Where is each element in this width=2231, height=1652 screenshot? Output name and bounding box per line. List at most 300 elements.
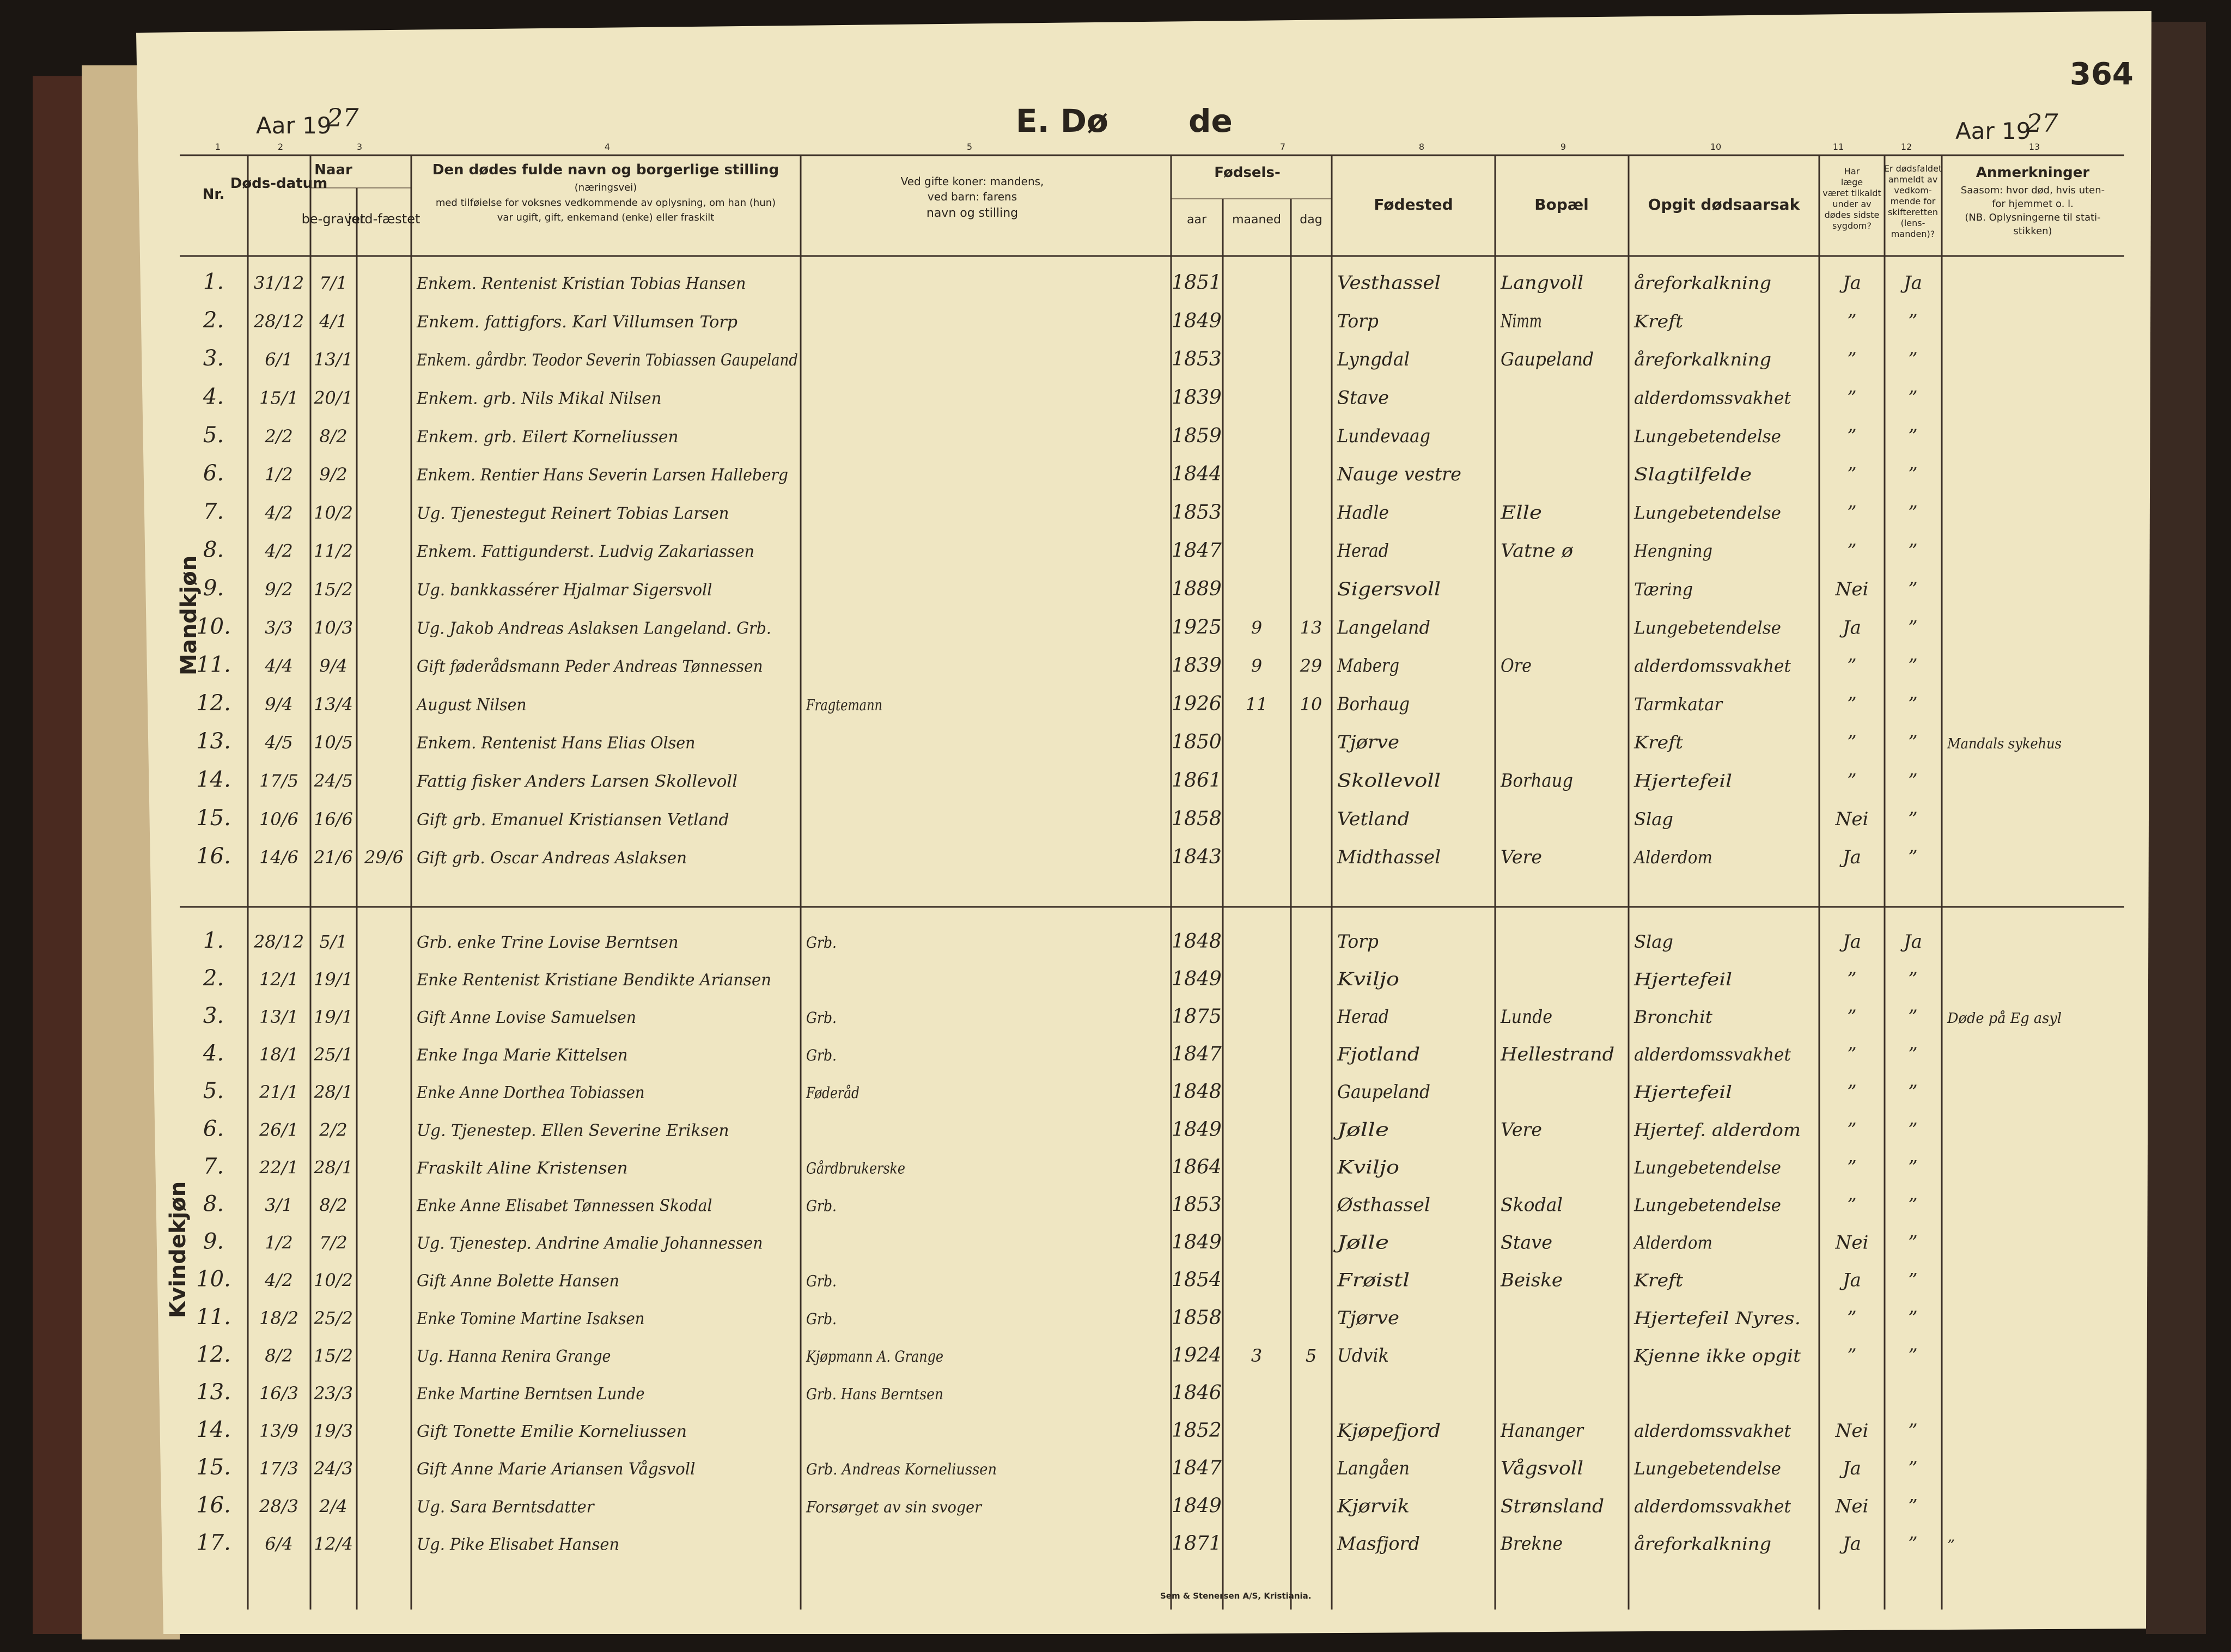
entry-doctor-called: Nei	[1835, 1232, 1869, 1254]
entry-birthplace: Tjørve	[1337, 1307, 1399, 1329]
entry-doctor-called: ”	[1847, 968, 1857, 990]
entry-birthplace: Langåen	[1337, 1458, 1410, 1480]
entry-doctor-called: Nei	[1835, 808, 1869, 830]
header-skifte-3: vedkom-	[1894, 185, 1932, 196]
entry-name: Ug. Jakob Andreas Aslaksen Langeland. Grb.	[417, 619, 771, 638]
entry-spouse-parent: Grb.	[806, 1008, 837, 1027]
entry-burial-date: 25/1	[314, 1044, 353, 1065]
entry-cause-of-death: Kreft	[1633, 1270, 1684, 1291]
entry-name: Ug. Hanna Renira Grange	[417, 1346, 611, 1366]
entry-spouse-parent: Kjøpmann A. Grange	[806, 1347, 943, 1366]
entry-residence: Nimm	[1500, 310, 1542, 332]
entry-death-date: 17/3	[259, 1458, 298, 1479]
entry-burial-date: 10/2	[314, 502, 353, 523]
entry-name: Ug. Pike Elisabet Hansen	[417, 1535, 619, 1555]
entry-number: 8.	[203, 1191, 224, 1217]
entry-number: 8.	[203, 537, 224, 563]
entry-number: 5.	[203, 1078, 224, 1104]
entry-death-date: 12/1	[259, 968, 298, 990]
entry-spouse-parent: Forsørget av sin svoger	[806, 1498, 983, 1516]
column-number: 10	[1710, 142, 1722, 152]
entry-name: Enkem. Rentier Hans Severin Larsen Halleberg	[416, 466, 788, 485]
entry-probate-notified: ”	[1908, 387, 1918, 409]
header-name-sub3: var ugift, gift, enkemand (enke) eller fraskilt	[497, 212, 715, 223]
column-number: 9	[1560, 142, 1566, 152]
entry-spouse-parent: Grb.	[806, 1046, 837, 1065]
entry-name: Gift Anne Lovise Samuelsen	[417, 1008, 636, 1027]
book-cover-right	[2146, 22, 2206, 1634]
entry-probate-notified: ”	[1908, 1156, 1918, 1179]
entry-birthplace: Jølle	[1333, 1232, 1389, 1254]
entry-death-date: 17/5	[259, 770, 298, 791]
entry-burial-date: 10/2	[314, 1270, 353, 1291]
entry-cause-of-death: Hjertefeil	[1633, 1082, 1732, 1103]
entry-residence: Vågsvoll	[1501, 1458, 1583, 1480]
entry-cause-of-death: Slag	[1634, 808, 1673, 830]
entry-death-date: 14/6	[259, 847, 298, 868]
entry-birth-year: 1858	[1172, 807, 1222, 830]
entry-doctor-called: Ja	[1843, 1533, 1861, 1555]
entry-number: 14.	[196, 1417, 231, 1443]
entry-birth-month: 3	[1251, 1345, 1263, 1366]
year-left-prefix: Aar 19	[256, 112, 332, 139]
header-skifte-2: anmeldt av	[1888, 174, 1938, 185]
entry-birthplace: Fjotland	[1336, 1044, 1420, 1066]
entry-doctor-called: ”	[1847, 655, 1857, 677]
entry-burial-date: 12/4	[314, 1533, 353, 1555]
entry-probate-notified: ”	[1908, 1005, 1918, 1028]
entry-birth-year: 1871	[1172, 1532, 1222, 1555]
entry-death-date: 4/2	[265, 540, 293, 562]
entry-remarks: ”	[1947, 1537, 1955, 1554]
entry-number: 6.	[203, 461, 224, 486]
entry-spouse-parent: Grb.	[806, 1309, 837, 1328]
entry-probate-notified: ”	[1908, 578, 1918, 601]
entry-birth-year: 1849	[1172, 309, 1222, 332]
header-name-sub1: (næringsvei)	[574, 182, 637, 193]
entry-probate-notified: ”	[1908, 1194, 1918, 1216]
entry-residence: Vatne ø	[1501, 540, 1574, 562]
entry-cause-of-death: Tarmkatar	[1634, 693, 1723, 715]
entry-cause-of-death: Lungebetendelse	[1633, 1157, 1781, 1178]
entry-burial-date: 2/4	[319, 1496, 348, 1517]
entry-burial-date: 15/2	[314, 1345, 353, 1366]
header-dodsaarsak: Opgit dødsaarsak	[1648, 196, 1800, 214]
entry-probate-notified: ”	[1908, 1119, 1918, 1141]
entry-birthplace: Herad	[1337, 1005, 1389, 1028]
entry-burial-date: 24/5	[314, 770, 353, 791]
entry-death-date: 8/2	[265, 1345, 293, 1366]
column-number: 7	[1279, 142, 1286, 152]
entry-death-date: 2/2	[265, 425, 293, 447]
header-aar: aar	[1186, 213, 1207, 227]
entry-birth-year: 1847	[1172, 539, 1222, 562]
entry-burial-date: 21/6	[314, 847, 353, 868]
entry-burial-date: 2/2	[319, 1119, 348, 1141]
entry-death-date: 28/12	[253, 931, 304, 952]
column-number: 1	[215, 142, 221, 152]
entry-death-date: 4/4	[265, 655, 293, 676]
column-number: 12	[1900, 142, 1912, 152]
entry-residence: Strønsland	[1501, 1495, 1604, 1517]
entry-birth-year: 1849	[1172, 1495, 1222, 1517]
entry-birth-year: 1843	[1172, 846, 1222, 869]
entry-doctor-called: ”	[1847, 1156, 1857, 1179]
entry-birthplace: Kviljo	[1336, 968, 1399, 990]
column-number: 8	[1418, 142, 1425, 152]
entry-doctor-called: ”	[1847, 731, 1857, 754]
entry-residence: Elle	[1499, 502, 1542, 524]
entry-number: 3.	[203, 346, 224, 371]
entry-birth-year: 1850	[1172, 731, 1222, 754]
entry-birth-year: 1851	[1172, 271, 1222, 294]
entry-birth-year: 1839	[1172, 386, 1222, 409]
header-skifte-6: (lens-	[1900, 218, 1925, 228]
entry-birth-year: 1858	[1172, 1306, 1222, 1329]
entry-name: Grb. enke Trine Lovise Berntsen	[417, 932, 679, 952]
entry-name: August Nilsen	[415, 695, 527, 715]
column-number: 4	[604, 142, 611, 152]
entry-name: Enkem. Rentenist Hans Elias Olsen	[416, 734, 696, 753]
entry-number: 12.	[196, 1342, 231, 1367]
entry-burial-date: 13/4	[314, 693, 353, 715]
entry-birth-year: 1859	[1172, 424, 1222, 447]
entry-birthplace: Vesthassel	[1337, 272, 1441, 294]
entry-name: Enkem. fattigfors. Karl Villumsen Torp	[416, 312, 737, 332]
entry-burial-date: 15/2	[314, 579, 353, 600]
entry-name: Fraskilt Aline Kristensen	[416, 1159, 628, 1178]
entry-birth-year: 1849	[1172, 967, 1222, 990]
entry-doctor-called: Ja	[1843, 272, 1861, 294]
entry-number: 1.	[203, 269, 224, 295]
entry-cause-of-death: alderdomssvakhet	[1634, 387, 1791, 409]
entry-birthplace: Jølle	[1333, 1119, 1389, 1141]
entry-residence: Langvoll	[1499, 272, 1583, 294]
entry-burial-date: 25/2	[314, 1307, 353, 1328]
entry-birthplace: Kviljo	[1336, 1156, 1399, 1179]
entry-birth-year: 1848	[1172, 1081, 1222, 1104]
entry-spouse-parent: Fragtemann	[806, 696, 882, 714]
entry-death-date: 4/2	[265, 502, 293, 523]
entry-number: 7.	[203, 1154, 224, 1179]
entry-birth-year: 1839	[1172, 654, 1222, 677]
entry-cause-of-death: alderdomssvakhet	[1634, 1496, 1791, 1517]
entry-cause-of-death: åreforkalkning	[1634, 349, 1771, 370]
entry-residence: Vere	[1501, 846, 1542, 869]
header-dag: dag	[1300, 213, 1322, 227]
header-laege-5: dødes sidste	[1824, 210, 1880, 220]
entry-number: 13.	[196, 1379, 231, 1405]
entry-probate-notified: ”	[1908, 540, 1918, 562]
entry-name: Ug. Tjenestep. Ellen Severine Eriksen	[417, 1121, 729, 1141]
entry-doctor-called: ”	[1847, 425, 1857, 447]
entry-doctor-called: ”	[1847, 1194, 1857, 1216]
entry-birthplace: Midthassel	[1336, 846, 1441, 869]
entry-name: Enke Anne Elisabet Tønnessen Skodal	[416, 1196, 712, 1216]
entry-cause-of-death: Kjenne ikke opgit	[1633, 1345, 1801, 1366]
entry-death-date: 15/1	[259, 387, 298, 409]
entry-burial-date: 19/1	[314, 968, 353, 990]
entry-burial-date: 4/1	[319, 310, 348, 332]
entry-name: Gift grb. Oscar Andreas Aslaksen	[417, 849, 687, 868]
entry-name: Enke Tomine Martine Isaksen	[416, 1309, 645, 1328]
entry-birth-year: 1924	[1172, 1344, 1222, 1367]
entry-doctor-called: ”	[1847, 1081, 1857, 1104]
entry-burial-date: 20/1	[314, 387, 353, 409]
entry-birthplace: Borhaug	[1337, 693, 1410, 715]
entry-death-date: 13/9	[259, 1421, 298, 1442]
entry-birthplace: Østhassel	[1336, 1194, 1430, 1216]
entry-probate-notified: ”	[1908, 1044, 1918, 1066]
entry-name: Enkem. grb. Nils Mikal Nilsen	[416, 389, 662, 409]
entry-probate-notified: ”	[1908, 1232, 1918, 1254]
entry-number: 7.	[203, 499, 224, 525]
entry-doctor-called: Nei	[1835, 1495, 1869, 1517]
entry-burial-date: 28/1	[314, 1157, 353, 1178]
entry-doctor-called: Ja	[1843, 846, 1861, 869]
entry-cause-of-death: Lungebetendelse	[1633, 1194, 1781, 1216]
entry-birthplace: Frøistl	[1336, 1269, 1410, 1291]
entry-probate-notified: ”	[1908, 310, 1918, 332]
entry-number: 5.	[203, 422, 224, 448]
entry-name: Gift Anne Marie Ariansen Vågsvoll	[417, 1460, 696, 1479]
entry-birth-year: 1852	[1172, 1419, 1222, 1442]
entry-burial-date: 11/2	[314, 540, 353, 562]
header-skifte-4: mende for	[1890, 196, 1936, 206]
entry-burial-date: 7/1	[319, 272, 348, 294]
entry-birthplace: Sigersvoll	[1337, 578, 1441, 601]
header-bopael: Bopæl	[1534, 196, 1589, 214]
entry-birth-year: 1846	[1172, 1381, 1222, 1404]
entry-spouse-parent: Gårdbrukerske	[806, 1159, 905, 1178]
entry-death-date: 16/3	[259, 1382, 298, 1404]
entry-cause-of-death: åreforkalkning	[1634, 272, 1771, 294]
entry-residence: Skodal	[1501, 1194, 1563, 1216]
entry-birthplace: Hadle	[1337, 502, 1389, 524]
entry-death-date: 6/1	[265, 349, 293, 370]
entry-probate-notified: ”	[1908, 1269, 1918, 1291]
entry-death-date: 21/1	[259, 1082, 298, 1103]
entry-burial-date: 10/3	[314, 617, 353, 638]
header-anm-1: Saasom: hvor død, hvis uten-	[1960, 185, 2105, 196]
entry-doctor-called: ”	[1847, 1044, 1857, 1066]
header-name-title: Den dødes fulde navn og borgerlige stilling	[432, 162, 779, 178]
entry-probate-notified: ”	[1908, 1307, 1918, 1329]
entry-birth-year: 1889	[1172, 578, 1222, 601]
year-right-prefix: Aar 19	[1955, 118, 2031, 144]
entry-birthplace: Lundevaag	[1337, 425, 1430, 447]
entry-probate-notified: ”	[1908, 731, 1918, 754]
entry-death-date: 4/5	[265, 732, 293, 753]
entry-number: 9.	[203, 1229, 224, 1254]
entry-residence: Vere	[1501, 1119, 1542, 1141]
entry-birth-year: 1925	[1172, 616, 1222, 639]
entry-burial-date: 16/6	[314, 808, 353, 830]
column-number: 3	[356, 142, 363, 152]
entry-birth-year: 1853	[1172, 1193, 1222, 1216]
entry-probate-notified: ”	[1908, 1458, 1918, 1480]
entry-residence: Borhaug	[1500, 770, 1573, 792]
entry-birthplace: Nauge vestre	[1337, 464, 1461, 486]
entry-number: 12.	[196, 690, 231, 716]
section-female-label: Kvindekjøn	[166, 1181, 191, 1318]
entry-cause-of-death: Lungebetendelse	[1633, 502, 1781, 523]
entry-probate-notified: ”	[1908, 1344, 1918, 1367]
entry-number: 14.	[196, 767, 231, 793]
entry-name: Ug. Tjenestep. Andrine Amalie Johannessen	[417, 1234, 763, 1253]
entry-death-date: 28/3	[259, 1496, 298, 1517]
entry-cause-of-death: alderdomssvakhet	[1634, 655, 1791, 676]
entry-number: 17.	[196, 1530, 231, 1556]
page-number: 364	[2070, 57, 2134, 92]
entry-birth-month: 9	[1251, 655, 1263, 676]
entry-doctor-called: Ja	[1843, 1269, 1861, 1291]
entry-death-date: 6/4	[265, 1533, 293, 1555]
entry-cause-of-death: Hengning	[1633, 540, 1712, 562]
entry-spouse-parent: Grb.	[806, 1272, 837, 1290]
entry-probate-notified: ”	[1908, 846, 1918, 869]
entry-cause-of-death: Hjertefeil	[1633, 770, 1732, 791]
entry-birth-year: 1854	[1172, 1269, 1222, 1291]
entry-doctor-called: Ja	[1843, 1458, 1861, 1480]
entry-spouse-parent: Grb. Hans Berntsen	[806, 1385, 943, 1403]
entry-probate-notified: Ja	[1904, 272, 1922, 294]
entry-name: Gift grb. Emanuel Kristiansen Vetland	[417, 810, 729, 830]
column-number: 2	[277, 142, 284, 152]
entry-burial-date: 24/3	[314, 1458, 353, 1479]
entry-name: Enke Rentenist Kristiane Bendikte Ariansen	[416, 970, 771, 990]
entry-cause-of-death: Slag	[1634, 931, 1673, 952]
header-laege-6: sygdom?	[1832, 221, 1872, 231]
entry-doctor-called: Nei	[1835, 578, 1869, 601]
entry-burial-date: 23/3	[314, 1382, 353, 1404]
entry-number: 13.	[196, 729, 231, 754]
year-left-suffix: 27	[327, 103, 359, 132]
header-maaned: maaned	[1232, 213, 1281, 227]
entry-number: 4.	[203, 1041, 224, 1066]
entry-cause-of-death: Slagtilfelde	[1634, 464, 1752, 485]
header-anm-2: for hjemmet o. l.	[1992, 198, 2074, 210]
entry-spouse-parent: Grb. Andreas Korneliussen	[806, 1460, 997, 1479]
entry-birth-day: 5	[1305, 1345, 1317, 1366]
column-number: 11	[1832, 142, 1844, 152]
entry-burial-date: 9/4	[319, 655, 348, 676]
header-naar: Naar	[314, 162, 352, 178]
entry-burial-date: 13/1	[314, 349, 353, 370]
entry-doctor-called: ”	[1847, 349, 1857, 371]
entry-burial-date: 8/2	[319, 425, 348, 447]
entry-number: 15.	[196, 1455, 231, 1480]
entry-number: 15.	[196, 805, 231, 831]
entry-birth-month: 11	[1245, 693, 1268, 715]
entry-birthplace: Lyngdal	[1337, 349, 1410, 371]
entry-doctor-called: ”	[1847, 1005, 1857, 1028]
header-begravet: be-gravet	[301, 211, 365, 227]
entry-spouse-parent: Føderåd	[806, 1084, 860, 1102]
entry-burial-date: 10/5	[314, 732, 353, 753]
header-skifte-7: manden)?	[1891, 229, 1935, 239]
entry-cause-of-death: Kreft	[1633, 732, 1684, 753]
column-number: 13	[2028, 142, 2040, 152]
entry-probate-notified: ”	[1908, 808, 1918, 830]
entry-residence: Hananger	[1500, 1420, 1584, 1442]
entry-death-date: 10/6	[259, 808, 298, 830]
entry-residence: Brekne	[1500, 1533, 1563, 1555]
entry-number: 16.	[196, 1492, 231, 1518]
entry-name: Enke Martine Berntsen Lunde	[416, 1384, 645, 1404]
entry-doctor-called: Ja	[1843, 617, 1861, 639]
entry-probate-notified: ”	[1908, 502, 1918, 524]
entry-death-date: 3/1	[265, 1194, 293, 1216]
entry-birth-year: 1849	[1172, 1231, 1222, 1254]
entry-cause-of-death: Kreft	[1633, 310, 1684, 332]
entry-death-date: 26/1	[259, 1119, 298, 1141]
entry-name: Fattig fisker Anders Larsen Skollevoll	[416, 772, 737, 791]
header-laege-2: læge	[1840, 177, 1863, 187]
entry-probate-notified: ”	[1908, 617, 1918, 639]
entry-cause-of-death: åreforkalkning	[1634, 1533, 1771, 1555]
header-anm-4: stikken)	[2013, 225, 2052, 237]
header-name-sub2: med tilføielse for voksnes vedkommende av oplysning, om han (hun)	[435, 197, 776, 209]
entry-residence: Ore	[1501, 655, 1532, 677]
entry-number: 2.	[203, 965, 224, 991]
entry-probate-notified: ”	[1908, 1495, 1918, 1517]
entry-name: Enke Inga Marie Kittelsen	[416, 1046, 628, 1065]
entry-cause-of-death: Hjertefeil Nyres.	[1633, 1307, 1801, 1328]
entry-name: Enkem. Rentenist Kristian Tobias Hansen	[416, 274, 746, 294]
entry-name: Gift Tonette Emilie Korneliussen	[417, 1422, 687, 1442]
header-spouse-2: ved barn: farens	[927, 190, 1017, 203]
entry-birth-day: 10	[1300, 693, 1322, 715]
entry-name: Enkem. grb. Eilert Korneliussen	[416, 427, 679, 447]
entry-spouse-parent: Grb.	[806, 933, 837, 952]
entry-death-date: 1/2	[265, 464, 293, 485]
header-fodsels: Fødsels-	[1214, 164, 1281, 181]
section-male-label: Mandkjøn	[176, 555, 202, 675]
entry-doctor-called: ”	[1847, 310, 1857, 332]
entry-birthplace: Kjørvik	[1336, 1495, 1410, 1517]
entry-probate-notified: ”	[1908, 464, 1918, 486]
entry-birthplace: Tjørve	[1337, 731, 1399, 754]
entry-cause-of-death: Lungebetendelse	[1633, 617, 1781, 638]
entry-birthplace: Gaupeland	[1337, 1081, 1430, 1104]
entry-name: Ug. Sara Berntsdatter	[417, 1497, 595, 1517]
entry-doctor-called: ”	[1847, 502, 1857, 524]
entry-doctor-called: ”	[1847, 1307, 1857, 1329]
year-right-suffix: 27	[2026, 108, 2058, 138]
entry-remarks: Døde på Eg asyl	[1947, 1010, 2063, 1027]
entry-doctor-called: ”	[1847, 1119, 1857, 1141]
entry-number: 11.	[196, 652, 231, 678]
entry-death-date: 4/2	[265, 1270, 293, 1291]
entry-burial-date: 28/1	[314, 1082, 353, 1103]
entry-birth-year: 1847	[1172, 1043, 1222, 1066]
header-nr: Nr.	[202, 186, 225, 203]
entry-birth-year: 1853	[1172, 348, 1222, 371]
entry-birth-month: 9	[1251, 617, 1263, 638]
entry-probate-notified: ”	[1908, 1420, 1918, 1442]
entry-death-date: 28/12	[253, 310, 304, 332]
entry-birthplace: Langeland	[1337, 617, 1430, 639]
entry-name: Gift Anne Bolette Hansen	[417, 1271, 619, 1291]
entry-doctor-called: Ja	[1843, 930, 1861, 953]
header-anm-3: (NB. Oplysningerne til stati-	[1965, 212, 2101, 223]
entry-probate-notified: ”	[1908, 693, 1918, 715]
entry-death-date: 13/1	[259, 1006, 298, 1027]
entry-residence: Gaupeland	[1501, 349, 1594, 371]
entry-residence: Lunde	[1500, 1005, 1552, 1028]
entry-doctor-called: ”	[1847, 1344, 1857, 1367]
